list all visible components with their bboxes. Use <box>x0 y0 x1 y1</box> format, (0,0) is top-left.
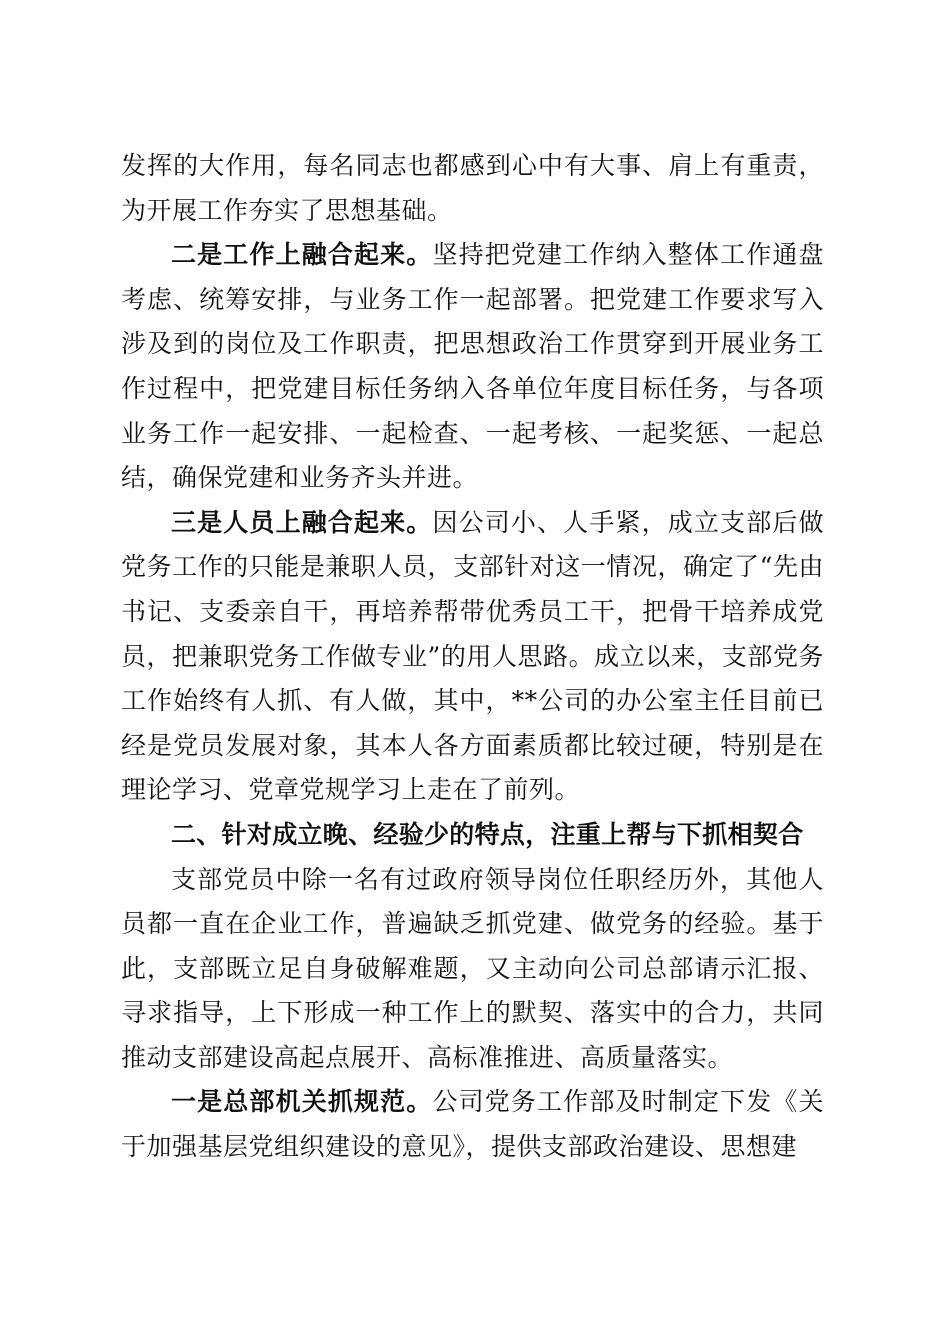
paragraph-work-integration <box>121 233 824 501</box>
paragraph-section-intro <box>121 858 824 1081</box>
paragraph-hq-standards <box>121 1080 824 1169</box>
paragraph-continuation <box>121 144 824 233</box>
paragraph-staff-integration <box>121 501 824 813</box>
paragraph-lead: 一是总部机关抓规范。 <box>171 1087 433 1117</box>
paragraph-body: 坚持把党建工作纳入整体工作通盘考虑、统筹安排，与业务工作一起部署。把党建工作要求写入涉及到的岗位及工作职责，把思想政治工作贯穿到开展业务工作过程中，把党建目标任务纳入各单位年度目标任务，与各项业务工作一起安排、一起检查、一起考核、一起奖惩、一起总结，确保党建和业务齐头并进。 <box>121 240 824 493</box>
paragraph-body: 公司党务工作部及时制定下发《关于加强基层党组织建设的意见》，提供支部政治建设、思想建 <box>121 1087 824 1162</box>
paragraph-body: 因公司小、人手紧，成立支部后做党务工作的只能是兼职人员，支部针对这一情况，确定了“先由书记、支委亲自干，再培养帮带优秀员工干，把骨干培养成党员，把兼职党务工作做专业”的用人思路。成立以来，支部党务工作始终有人抓、有人做，其中，**公司的办公室主任目前已经是党员发展对象，其本人各方面素质都比较过硬，特别是在理论学习、党章党规学习上走在了前列。 <box>121 507 824 805</box>
paragraph-lead: 三是人员上融合起来。 <box>171 507 433 537</box>
paragraph-body: 支部党员中除一名有过政府领导岗位任职经历外，其他人员都一直在企业工作，普遍缺乏抓党建、做党务的经验。基于此，支部既立足自身破解难题，又主动向公司总部请示汇报、寻求指导，上下形成一种工作上的默契、落实中的合力，共同推动支部建设高起点展开、高标准推进、高质量落实。 <box>121 864 824 1072</box>
paragraph-body: 发挥的大作用，每名同志也都感到心中有大事、肩上有重责，为开展工作夯实了思想基础。 <box>121 151 824 225</box>
document-page <box>121 144 824 1170</box>
section-heading: 二、针对成立晚、经验少的特点，注重上帮与下抓相契合 <box>171 819 804 849</box>
paragraph-lead: 二是工作上融合起来。 <box>171 240 433 270</box>
